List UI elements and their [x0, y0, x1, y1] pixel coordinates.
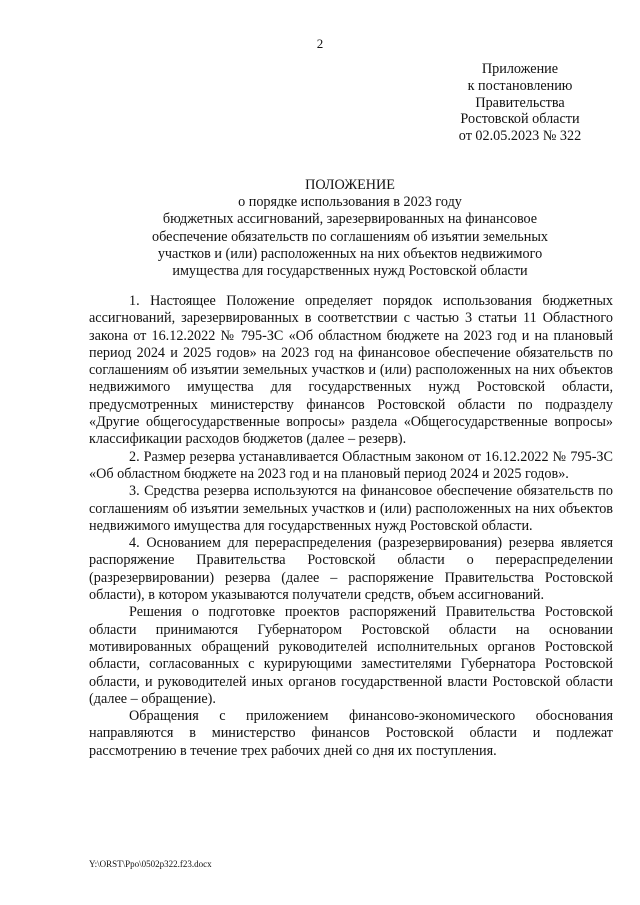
- appendix-line: Ростовской области: [460, 111, 580, 128]
- title-line: участков и (или) расположенных на них объектов недвижимого: [157, 245, 543, 262]
- title-line: бюджетных ассигнований, зарезервированных на финансовое: [162, 211, 538, 228]
- title-heading: ПОЛОЖЕНИЕ: [305, 177, 395, 193]
- paragraph-2: 2. Размер резерва устанавливается Областным законом от 16.12.2022 № 795-ЗС «Об областном бюджете на 2023 год и на плановый период 2024 и 2025 годов».: [89, 448, 613, 482]
- paragraph-6: Обращения с приложением финансово-экономического обоснования направляются в министерство финансов Ростовской области и подлежат рассмотрению в течение трех рабочих дней со дня их поступления.: [89, 708, 613, 759]
- title-line: имущества для государственных нужд Ростовской области: [172, 263, 528, 280]
- page-number: 2: [316, 36, 324, 51]
- appendix-block: [410, 61, 630, 145]
- appendix-line: к постановлению: [467, 77, 573, 94]
- document-body: [89, 293, 613, 760]
- appendix-line: от 02.05.2023 № 322: [458, 128, 582, 145]
- appendix-line: Правительства: [475, 94, 565, 111]
- footer-file-path: Y:\ORST\Ppo\0502p322.f23.docx: [89, 859, 212, 869]
- appendix-line: Приложение: [481, 61, 559, 77]
- paragraph-1: 1. Настоящее Положение определяет порядок использования бюджетных ассигнований, зарезервированных в соответствии с частью 3 статьи 11 Областного закона от 16.12.2022 № 795-ЗС «Об областном бюджете на 2023 год и на плановый период 2024 и 2025 годов» на 2023 год на финансовое обеспечение обязательств по соглашениям об изъятии земельных участков и (или) расположенных на них объектов недвижимого имущества для государственных нужд Ростовской области, предусмотренных министерству финансов Ростовской области по подразделу «Другие общегосударственные вопросы» раздела «Общегосударственные вопросы» классификации расходов бюджетов (далее – резерв).: [89, 293, 613, 448]
- paragraph-5: Решения о подготовке проектов распоряжений Правительства Ростовской области принимаются Губернатором Ростовской области на основании мотивированных обращений руководителей исполнительных органов Ростовской области, согласованных с курирующими заместителями Губернатора Ростовской области, и руководителей иных органов государственной власти Ростовской области (далее – обращение).: [89, 604, 613, 707]
- title-line: о порядке использования в 2023 году: [238, 194, 462, 211]
- paragraph-3: 3. Средства резерва используются на финансовое обеспечение обязательств по соглашениям об изъятии земельных участков и (или) расположенных на них объектов недвижимого имущества для государственных нужд Ростовской области.: [89, 483, 613, 534]
- document-title: [60, 177, 640, 280]
- paragraph-4: 4. Основанием для перераспределения (разрезервирования) резерва является распоряжение Правительства Ростовской области о перераспределении (разрезервировании) резерва (далее – распоряжение Правительства Ростовской области), в котором указываются получатели средств, объем ассигнований.: [89, 535, 613, 604]
- title-line: обеспечение обязательств по соглашениям об изъятии земельных: [152, 228, 548, 245]
